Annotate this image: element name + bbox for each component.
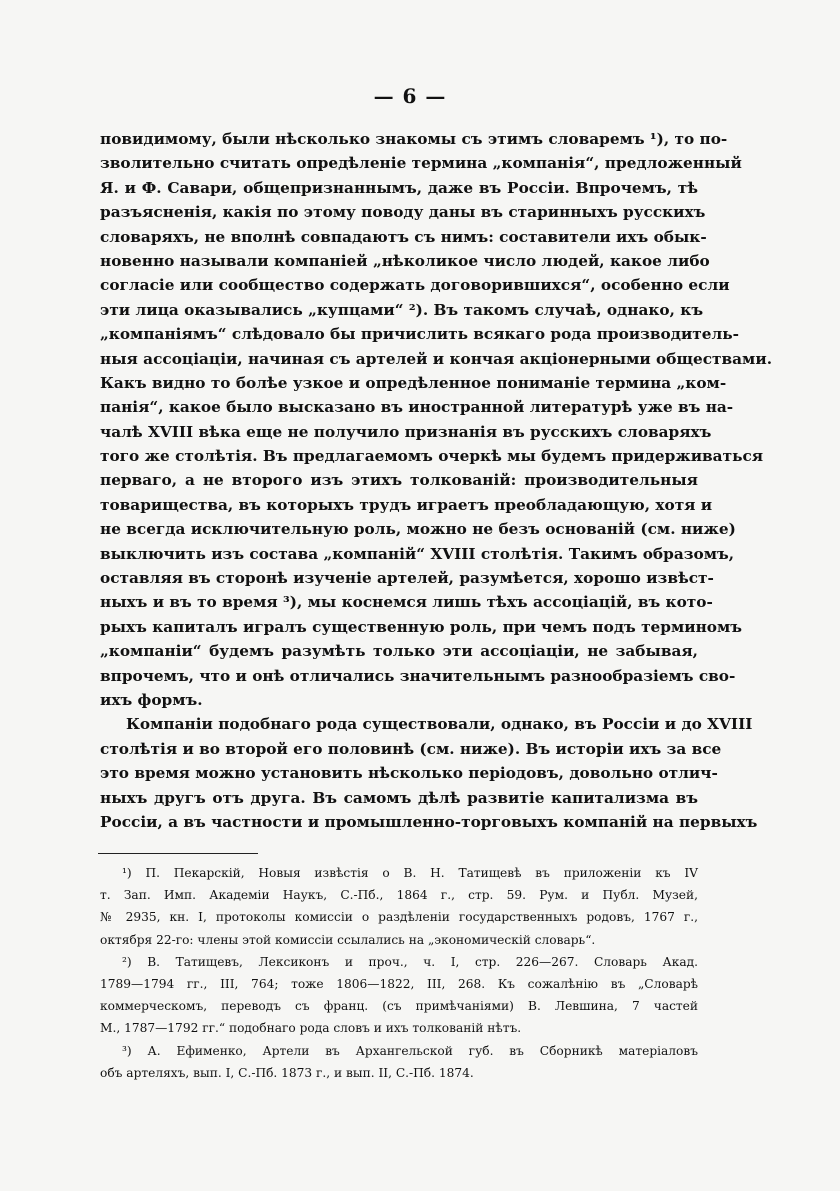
- text-line: это время можно установить нѣсколько періодовъ, довольно отлич-: [100, 764, 718, 783]
- text-line: ныя ассоціаціи, начиная съ артелей и кончая акціонерными обществами.: [100, 349, 773, 368]
- text-line: повидимому, были нѣсколько знакомы съ этимъ словаремъ ¹), то по-: [100, 130, 728, 148]
- text-line: Какъ видно то болѣе узкое и опредѣленное пониманіе термина „ком-: [100, 373, 727, 392]
- footnote-divider: [98, 853, 258, 854]
- text-line: Я. и Ф. Савари, общепризнаннымъ, даже въ Россіи. Впрочемъ, тѣ: [100, 178, 698, 197]
- page-number: — 6 —: [373, 84, 447, 108]
- text-line: ныхъ другъ отъ друга. Въ самомъ дѣлѣ развитіе капитализма въ: [100, 788, 698, 807]
- text-line: ныхъ и въ то время ³), мы коснемся лишь тѣхъ ассоціацій, въ кото-: [100, 593, 713, 612]
- paragraph-2: [100, 712, 758, 834]
- text-line: товарищества, въ которыхъ трудъ играетъ преобладающую, хотя и: [100, 495, 713, 514]
- text-line: новенно называли компаніей „нѣколикое число людей, какое либо: [100, 251, 710, 270]
- footnote: [100, 862, 698, 951]
- text-line: перваго, а не второго изъ этихъ толкованій: производительныя: [100, 471, 698, 490]
- text-line: оставляя въ сторонѣ изученіе артелей, разумѣется, хорошо извѣст-: [100, 569, 714, 588]
- text-line: объ артеляхъ, вып. I, С.-Пб. 1873 г., и вып. II, С.-Пб. 1874.: [100, 1065, 474, 1080]
- text-line: М., 1787—1792 гг.“ подобнаго рода словъ и ихъ толкованій нѣтъ.: [100, 1021, 522, 1036]
- footnote: [100, 1040, 698, 1084]
- text-line: ихъ формъ.: [100, 690, 203, 709]
- paragraph-1: [100, 127, 773, 712]
- text-line: зволительно считать опредѣленіе термина „компанія“, предложенный: [100, 154, 742, 173]
- text-line: Компаніи подобнаго рода существовали, однако, въ Россіи и до XVIII: [126, 715, 753, 734]
- text-line: „компаніямъ“ слѣдовало бы причислить всякаго рода производитель-: [100, 325, 740, 344]
- text-line: не всегда исключительную роль, можно не безъ основаній (см. ниже): [100, 520, 736, 539]
- text-line: словаряхъ, не вполнѣ совпадаютъ съ нимъ: составители ихъ обык-: [100, 227, 707, 246]
- text-line: ³) А. Ефименко, Артели въ Архангельской губ. въ Сборникѣ матеріаловъ: [122, 1043, 698, 1058]
- text-line: ²) В. Татищевъ, Лексиконъ и проч., ч. I, стр. 226—267. Словарь Акад.: [122, 954, 698, 969]
- text-line: ¹) П. Пекарскій, Новыя извѣстія о В. Н. Татищевѣ въ приложеніи къ IV: [122, 866, 698, 880]
- text-line: 1789—1794 гг., III, 764; тоже 1806—1822, III, 268. Къ сожалѣнію въ „Словарѣ: [100, 976, 698, 991]
- text-line: № 2935, кн. I, протоколы комиссіи о раздѣленіи государственныхъ родовъ, 1767 г.,: [100, 910, 698, 925]
- text-line: согласіе или сообщество содержать договорившихся“, особенно если: [100, 276, 730, 295]
- text-line: эти лица оказывались „купцами“ ²). Въ такомъ случаѣ, однако, къ: [100, 300, 704, 319]
- footnote: [100, 951, 698, 1040]
- text-line: „компаніи“ будемъ разумѣть только эти ассоціаціи, не забывая,: [100, 642, 698, 661]
- footnotes: [100, 862, 698, 1084]
- text-line: того же столѣтія. Въ предлагаемомъ очеркѣ мы будемъ придерживаться: [100, 447, 764, 466]
- text-line: панія“, какое было высказано въ иностранной литературѣ уже въ на-: [100, 398, 734, 417]
- text-line: коммерческомъ, переводъ съ франц. (съ примѣчаніями) В. Левшина, 7 частей: [100, 999, 698, 1014]
- main-text: [100, 127, 773, 834]
- text-line: рыхъ капиталъ игралъ существенную роль, при чемъ подъ терминомъ: [100, 617, 743, 636]
- text-line: впрочемъ, что и онѣ отличались значительнымъ разнообразіемъ сво-: [100, 666, 736, 685]
- text-line: выключить изъ состава „компаній“ XVIII столѣтія. Такимъ образомъ,: [100, 544, 735, 563]
- text-line: столѣтія и во второй его половинѣ (см. ниже). Въ исторіи ихъ за все: [100, 739, 722, 758]
- text-line: октября 22-го: члены этой комиссіи ссылались на „экономическій словарь“.: [100, 932, 596, 947]
- text-line: разъясненія, какія по этому поводу даны въ старинныхъ русскихъ: [100, 203, 706, 222]
- text-line: т. Зап. Имп. Академіи Наукъ, С.-Пб., 1864 г., стр. 59. Рум. и Публ. Музей,: [100, 888, 698, 903]
- text-line: Россіи, а въ частности и промышленно-торговыхъ компаній на первыхъ: [100, 812, 758, 831]
- text-line: чалѣ XVIII вѣка еще не получило признанія въ русскихъ словаряхъ: [100, 422, 712, 441]
